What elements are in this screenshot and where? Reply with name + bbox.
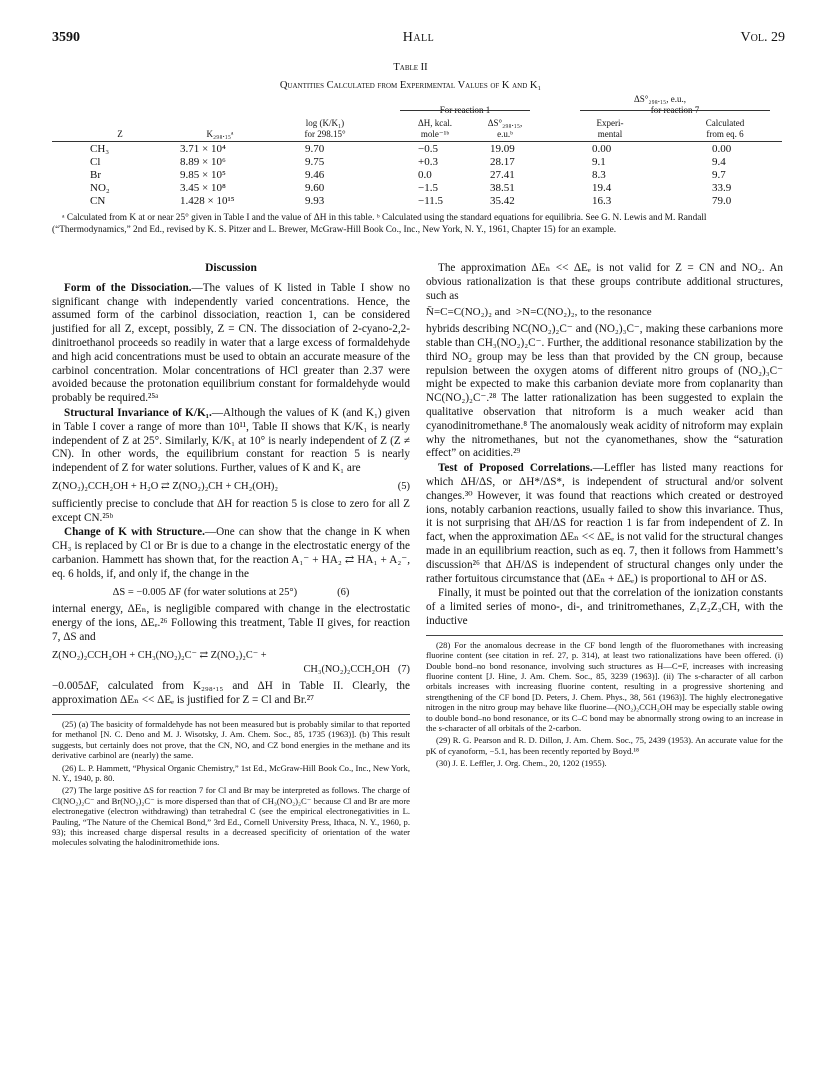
page-number: 3590 xyxy=(52,30,80,45)
cell-calc: 79.0 xyxy=(712,195,732,207)
equation-number: (7) xyxy=(397,663,410,675)
table-caption: Quantities Calculated from Experimental Values of K and K₁ xyxy=(279,80,542,91)
paragraph: The approximation ΔEₙ << ΔEₑ is not valid for Z = CN and NO₂. An obvious rationalization is that these groups contribute additional structures, such as xyxy=(426,262,783,302)
cell-exp: 9.1 xyxy=(592,156,606,168)
paragraph: −0.005ΔF, calculated from K₂₉₈.₁₅ and ΔH in Table II. Clearly, the approximation ΔEₙ << ΔEₑ is justified for Z = Cl and Br.²⁷ xyxy=(52,680,410,707)
paragraph: Finally, it must be pointed out that the correlation of the ionization constants of a limited series of mono-, di-, and trinitromethanes, Z₁Z₂Z₃CH, with the inductive xyxy=(426,587,783,627)
footnote-28: (28) For the anomalous decrease in the CF bond length of the fluoromethanes with increasing fluorine content (see citation in ref. 27, p. 314), at least two rationalizations have been offered. (i) Double bond–no bond resonance, involving such structures as H—C=F, increases with increasing fluorine content [J. Hine, J. Am. Chem. Soc., 85, 3239 (1963)]. (ii) The s-character of all carbon orbitals increases with increasing fluorine content, resulting in a progressive shortening and strengthening of the CF bond [D. Peters, J. Chem. Phys., 38, 561 (1963)]. The highly electronegative nitrogen in the nitro group may behave like fluorine—(NO₂)₂CCH₂OH may be especially stable owing to double bond–no bond resonance, or its C–C bond may be abnormally strong owing to an increase in the s-character of all orbitals of the 2-carbon. xyxy=(426,639,783,733)
cell-calc: 9.4 xyxy=(712,156,726,168)
header-reaction7: for reaction 7 xyxy=(650,105,700,115)
run-in-heading: Test of Proposed Correlations. xyxy=(438,462,593,475)
paragraph: hybrids describing NC(NO₂)₂C⁻ and (NO₂)₃C⁻, making these carbanions more stable than CH₃(NO₂)₂C⁻. Further, the additional resonance stabilization by the third NO₂ group may be less than that provided by the CN group, because repulsion between the oxygen atoms of different nitro groups of (NO₂)₃C⁻ might be expected to make this carbanion deviate more from coplanarity than NC(NO₂)₂C⁻.²⁸ The latter rationalization has been suggested to explain the qualitative observation that nitroform is a much weaker acid than cyanodinitromethane.⁸ The anomalously weak acidity of nitroform may explain why the nitromethanes, but not the cyanomethanes, show the “saturation effect” on acidities.²⁹ xyxy=(426,323,783,460)
cell-logk: 9.46 xyxy=(305,169,325,181)
cell-dh: −1.5 xyxy=(418,182,438,194)
cell-calc: 0.00 xyxy=(712,143,732,155)
cell-z: CH₃ xyxy=(90,143,110,155)
equation-6: ΔS = −0.005 ΔF (for water solutions at 25°) (6) xyxy=(112,586,350,598)
cell-exp: 19.4 xyxy=(592,182,612,194)
paragraph-test-of-correlations: Test of Proposed Correlations.—Leffler has listed many reactions for which ΔH/ΔS, or ΔH*/ΔS*, is independent of structural and/or solvent changes.³⁰ However, it was found that reactions which created or destroyed ions, notably carbanion reactions, usually failed to show this invariance. Thus, it is not surprising that ΔH/ΔS for reaction 1 is far from independent of Z. In fact, when the approximation ΔEₙ << ΔEₑ is not valid for the structural changes made in an equilibrium reaction, such as eq. 7, then it follows from Hammett’s discussion²⁶ that ΔH/ΔS is independent of structural changes only under the rather fortuitous circumstance that (ΔEₙ + ΔEₑ) is proportional to ΔH or ΔS. xyxy=(426,462,784,585)
header-dh-2: mole⁻¹ᵇ xyxy=(420,129,450,139)
paragraph-form-of-dissociation: Form of the Dissociation.—The values of K listed in Table I show no significant change with independently varied concentrations. Hence, the assumed form of the carbinol dissociation, reaction 1, can be considered justified for all Z, except, possibly, Z = CN. The dissociation of 2-cyano-2,2-dinitroethanol proceeds so readily in water that a large excess of formaldehyde and high acid concentrations must be used to obtain an accurate measure of the carbinol concentration. Molar concentrations of HCl greater than 2.37 were avoided because the protonation equilibrium constant for formaldehyde would probably be required.²⁵ᵃ xyxy=(52,281,410,405)
equation-7: Z(NO₂)₂CCH₂OH + CH₃(NO₂)₂C⁻ ⇄ Z(NO₂)₂C⁻ + CH₃(NO₂)₂CCH₂OH (7) xyxy=(52,649,410,675)
header-ds7-top: ΔS°₂₉₈.₁₅, e.u., xyxy=(633,94,687,104)
cell-k: 8.89 × 10⁶ xyxy=(180,156,226,168)
footnote-26: (26) L. P. Hammett, “Physical Organic Chemistry,” 1st Ed., McGraw-Hill Book Co., Inc., New York, N. Y., 1940, p. 80. xyxy=(52,762,410,783)
volume-label: Vol. 29 xyxy=(740,30,785,45)
cell-ds1: 27.41 xyxy=(490,169,515,181)
cell-ds1: 38.51 xyxy=(490,182,515,194)
paragraph: sufficiently precise to conclude that ΔH for reaction 5 is close to zero for all Z except CN.²⁵ᵇ xyxy=(52,497,410,524)
paragraph-structural-invariance: Structural Invariance of K/K₁.—Although the values of K (and K₁) given in Table I cover a range of more than 10¹¹, Table II shows that K/K₁ is nearly independent of Z at 25°. Similarly, K/K₁ at 10° is nearly independent of Z (Z ≠ CN). In other words, the equilibrium constant for reaction 5 is nearly independent of Z for water solutions. Further, values of K and K₁ are xyxy=(52,406,410,475)
paragraph: internal energy, ΔEₙ, is negligible compared with change in the electrostatic energy of the ions, ΔEₑ.²⁶ Following this treatment, Table II gives, for reaction 7, ΔS and xyxy=(52,603,410,643)
equation-5: Z(NO₂)₂CCH₂OH + H₂O ⇄ Z(NO₂)₂CH + CH₂(OH)₂ (5) xyxy=(52,480,410,492)
header-ds-1: ΔS°₂₉₈.₁₅, xyxy=(487,118,523,128)
header-exp-1: Experi- xyxy=(596,118,624,128)
cell-dh: −11.5 xyxy=(418,195,444,207)
equation-number: (5) xyxy=(397,480,410,492)
header-z: Z xyxy=(117,129,123,139)
rule-reaction7 xyxy=(580,110,770,111)
cell-ds1: 35.42 xyxy=(490,195,515,207)
cell-z: Cl xyxy=(90,156,101,168)
cell-k: 3.71 × 10⁴ xyxy=(180,143,226,155)
footnote-25: (25) (a) The basicity of formaldehyde has not been measured but is probably similar to that reported for methanol [N. C. Deno and M. J. Wisotsky, J. Am. Chem. Soc., 85, 1735 (1963)]. (b) This result suggests, but certainly does not prove, that the CN, NO, and CZ bond energies in the methane and its derivative carbinol are (nearly) the same. xyxy=(52,718,410,761)
running-header xyxy=(52,30,785,50)
table-footnote: ᵃ Calculated from K at or near 25° given in Table I and the value of ΔH in this table. ᵇ Calculated using the standard equations for equilibria. See G. N. Lewis and M. Randall (“Thermodynamics,” 2nd Ed., revised by K. S. Pitzer and L. Brewer, McGraw-Hill Book Co., Inc., New York, N. Y., 1961, Chapter 15) for an example. xyxy=(52,213,707,235)
run-in-heading: Structural Invariance of K/K₁. xyxy=(64,406,212,419)
cell-dh: −0.5 xyxy=(418,143,438,155)
cell-z: NO₂ xyxy=(90,182,110,194)
cell-dh: +0.3 xyxy=(418,156,438,168)
cell-exp: 16.3 xyxy=(592,195,612,207)
cell-k: 9.85 × 10⁵ xyxy=(180,169,226,181)
footnote-divider xyxy=(426,635,783,636)
cell-calc: 33.9 xyxy=(712,182,732,194)
header-dh-1: ΔH, kcal. xyxy=(417,118,453,128)
header-exp-2: mental xyxy=(597,129,623,139)
footnote-divider xyxy=(52,714,410,715)
rule-reaction1 xyxy=(400,110,530,111)
cell-exp: 8.3 xyxy=(592,169,606,181)
footnote-27: (27) The large positive ΔS for reaction 7 for Cl and Br may be interpreted as follows. The charge of Cl(NO₂)₂C⁻ and Br(NO₂)₂C⁻ is more dispersed than that of CH₃(NO₂)₂C⁻ because Cl and Br are more electronegative (electron withdrawing) than tetrahedral C (see the empirical electronegativities in L. Pauling, “The Nature of the Chemical Bond,” 3rd Ed., Cornell University Press, Ithaca, N. Y., 1960, p. 93); this increased charge dispersal results in a decreased specificity of orientation of the water molecules solvating the halodinitromethide ions. xyxy=(52,785,410,848)
cell-ds1: 28.17 xyxy=(490,156,515,168)
header-calc-1: Calculated xyxy=(705,118,745,128)
cell-z: CN xyxy=(90,195,106,207)
cell-logk: 9.75 xyxy=(305,156,325,168)
run-in-heading: Change of K with Structure. xyxy=(64,526,205,539)
footnote-30: (30) J. E. Leffler, J. Org. Chem., 20, 1202 (1955). xyxy=(436,758,607,769)
running-author: Hall xyxy=(402,30,435,45)
header-k: K₂₉₈.₁₅ᵃ xyxy=(206,129,234,139)
equation-number: (6) xyxy=(337,586,350,598)
header-ds-2: e.u.ᵇ xyxy=(497,129,513,139)
header-calc-2: from eq. 6 xyxy=(706,129,744,139)
cell-z: Br xyxy=(90,169,101,181)
cell-dh: 0.0 xyxy=(418,169,432,181)
cell-calc: 9.7 xyxy=(712,169,726,181)
footnote-29: (29) R. G. Pearson and R. D. Dillon, J. Am. Chem. Soc., 75, 2439 (1953). An accurate value for the pK of cyanoform, −5.1, has been recently reported by Boyd.¹⁸ xyxy=(426,735,783,756)
header-log-2: for 298.15° xyxy=(304,129,346,139)
cell-exp: 0.00 xyxy=(592,143,612,155)
cell-logk: 9.93 xyxy=(305,195,325,207)
right-column xyxy=(426,262,783,771)
left-column xyxy=(52,262,410,850)
table-rule-top xyxy=(52,141,782,142)
cell-logk: 9.70 xyxy=(305,143,325,155)
section-heading: Discussion xyxy=(205,262,257,274)
cell-k: 1.428 × 10¹⁵ xyxy=(180,195,235,207)
header-reaction1: For reaction 1 xyxy=(439,105,491,115)
cell-ds1: 19.09 xyxy=(490,143,515,155)
cell-k: 3.45 × 10⁸ xyxy=(180,182,226,194)
header-log-1: log (K/K₁) xyxy=(305,118,345,128)
run-in-heading: Form of the Dissociation. xyxy=(64,281,192,294)
paragraph-change-of-k: Change of K with Structure.—One can show that the change in K when CH₃ is replaced by Cl or Br is due to a change in the electrostatic energy of the carbanion. Hammett has shown that, for the reaction A₁⁻ + HA₂ ⇄ HA₁ + A₂⁻, eq. 6 holds, if, and only if, the change in the xyxy=(52,526,411,580)
cell-logk: 9.60 xyxy=(305,182,325,194)
table-title: Table II xyxy=(393,62,428,73)
resonance-structures: N̄=C=C(NO₂)₂ and >N=C(NO₂)₂, to the resonance xyxy=(426,306,652,319)
